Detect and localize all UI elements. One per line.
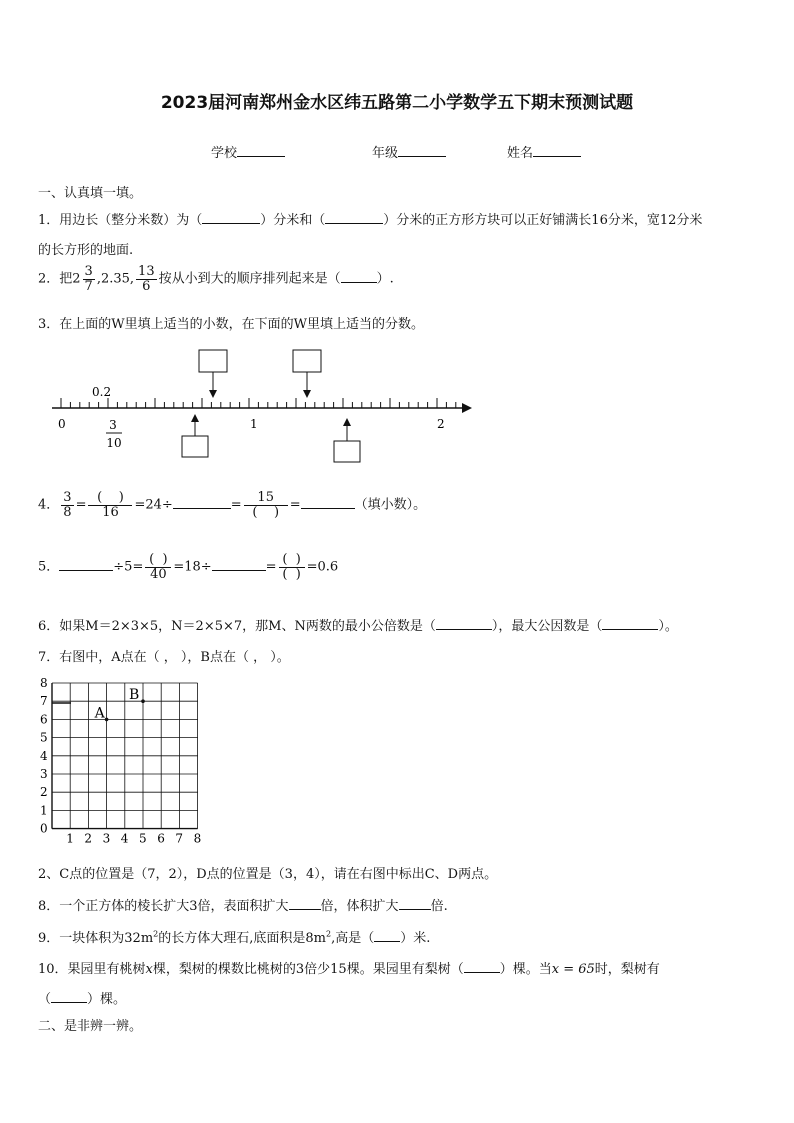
grid-y-label: 7 xyxy=(40,694,48,709)
question-8 xyxy=(38,895,448,914)
q10-text-c: ）棵。当 xyxy=(499,962,552,977)
q10-text-a: 10．果园里有桃树 xyxy=(38,962,146,977)
grid-x-label: 2 xyxy=(84,831,93,846)
coordinate-grid-figure xyxy=(38,674,210,850)
q5-blank-numerator-2[interactable]: ( ) xyxy=(279,553,305,568)
school-field xyxy=(211,142,285,161)
q5-num: 5． xyxy=(38,559,60,575)
question-5 xyxy=(38,553,338,581)
q8-text-b: 倍，体积扩大 xyxy=(320,899,399,914)
number-line-figure xyxy=(40,340,480,470)
q2-fraction-2: $\frac{13}{6}$ xyxy=(138,264,155,294)
arrowhead-bottom-2 xyxy=(343,418,351,426)
question-10 xyxy=(38,958,660,977)
q10-blank-1[interactable] xyxy=(464,972,500,973)
q8-blank-1[interactable] xyxy=(289,909,321,910)
q5-fraction-1: $\frac{( )}{40}$ xyxy=(145,553,171,581)
q1-continued: 的长方形的地面. xyxy=(38,243,134,258)
grid-lines xyxy=(52,683,198,829)
arrowhead-bottom-1 xyxy=(191,414,199,422)
grade-field xyxy=(372,142,446,161)
q10-condition: x = 65 xyxy=(551,962,595,977)
answer-box-bottom-2[interactable] xyxy=(334,441,360,462)
label-1: 1 xyxy=(250,417,258,431)
q4-blank-divisor[interactable] xyxy=(173,508,231,509)
q4-eq-3: = xyxy=(289,497,301,513)
q9-text-d: ）米. xyxy=(400,931,431,946)
q4-eq-2: = xyxy=(230,497,242,513)
grid-y-label: 5 xyxy=(40,730,48,745)
grid-y-label: 4 xyxy=(40,748,48,763)
arrowhead-top-1 xyxy=(209,390,217,398)
q8-text-a: 8．一个正方体的棱长扩大3倍，表面积扩大 xyxy=(38,899,289,914)
q6-blank-1[interactable] xyxy=(436,629,492,630)
q6-blank-2[interactable] xyxy=(602,629,658,630)
label-0: 0 xyxy=(58,417,66,431)
question-9 xyxy=(38,927,430,946)
q5-div5: ÷5= xyxy=(113,559,144,575)
label-2: 2 xyxy=(437,417,445,431)
answer-box-top-2[interactable] xyxy=(293,350,321,372)
q6-text-a: 6．如果M＝2×3×5，N＝2×5×7，那M、N两数的最小公倍数是（ xyxy=(38,619,436,634)
grid-x-label: 1 xyxy=(66,831,74,846)
q1-blank-1[interactable] xyxy=(202,223,260,224)
q10-text-f: （ xyxy=(38,992,52,1007)
answer-box-bottom-1[interactable] xyxy=(182,436,208,457)
question-10-continued xyxy=(38,988,126,1007)
question-6 xyxy=(38,615,678,634)
grid-x-label: 5 xyxy=(139,831,147,846)
q9-text-c: ,高是（ xyxy=(331,931,375,946)
arrowhead-top-2 xyxy=(303,390,311,398)
q4-fraction-3: $\frac{15}{( )}$ xyxy=(244,491,288,519)
name-blank[interactable] xyxy=(533,156,581,157)
grid-y-label: 1 xyxy=(40,803,48,818)
question-7-part-2: 2、C点的位置是（7，2），D点的位置是（3，4），请在右图中标出C、D两点。 xyxy=(38,867,498,882)
q10-text-g: ）棵。 xyxy=(87,992,127,1007)
q9-blank[interactable] xyxy=(374,941,400,942)
grid-y-label: 2 xyxy=(40,785,48,800)
q4-blank-numerator[interactable]: ( ) xyxy=(88,491,132,506)
name-field xyxy=(507,142,581,161)
question-7: 7．右图中，A点在（ ， ），B点在（ ， ）。 xyxy=(38,650,290,665)
point-b-label: B xyxy=(129,687,140,704)
q5-blank-numerator-1[interactable]: ( ) xyxy=(145,553,171,568)
section2-heading: 二、是非辨一辨。 xyxy=(38,1019,143,1034)
q4-fraction-1: $\frac{3}{8}$ xyxy=(63,490,72,520)
answer-box-top-1[interactable] xyxy=(199,350,227,372)
grid-x-label: 3 xyxy=(102,831,111,846)
q10-var-x: x xyxy=(145,962,153,977)
q4-blank-denominator[interactable]: ( ) xyxy=(252,504,280,520)
question-3: 3．在上面的W里填上适当的小数，在下面的W里填上适当的分数。 xyxy=(38,317,424,332)
grid-y-label: 8 xyxy=(40,676,48,690)
label-0-2: 0.2 xyxy=(92,385,112,399)
grid-x-label: 7 xyxy=(175,831,184,846)
grid-x-label: 4 xyxy=(120,831,129,846)
label-frac-num: 3 xyxy=(109,418,117,432)
grid-y-label: 6 xyxy=(40,712,48,727)
grid-y-labels xyxy=(40,676,48,836)
school-blank[interactable] xyxy=(237,156,285,157)
q5-eq18: =18÷ xyxy=(173,559,212,575)
q9-sup-2: 2 xyxy=(325,929,332,939)
q5-blank-denominator-2[interactable]: ( ) xyxy=(282,566,301,582)
q10-text-b: 棵，梨树的棵数比桃树的3倍少15棵。果园里有梨树（ xyxy=(152,962,464,977)
q2-text-e: ）. xyxy=(376,271,394,287)
q2-fraction-1: $\frac{3}{7}$ xyxy=(84,264,93,294)
q4-num: 4． xyxy=(38,497,60,513)
q9-sup-1: 2 xyxy=(153,929,159,939)
q6-text-c: ）。 xyxy=(658,619,678,634)
grid-x-labels xyxy=(66,832,201,846)
q10-blank-2[interactable] xyxy=(51,1002,87,1003)
q8-blank-2[interactable] xyxy=(399,909,431,910)
q6-text-b: ），最大公因数是（ xyxy=(491,619,603,634)
q8-text-c: 倍. xyxy=(430,899,448,914)
section1-heading: 一、认真填一填。 xyxy=(38,186,143,201)
grade-label: 年级 xyxy=(372,146,399,161)
point-a xyxy=(105,718,109,722)
number-line-arrowhead xyxy=(462,403,472,413)
q10-text-e: 时，梨树有 xyxy=(594,962,660,977)
q1-text-c: ）分米的正方形方块可以正好铺满长16分米，宽12分米 xyxy=(383,213,703,228)
q5-blank-2[interactable] xyxy=(212,570,266,571)
q5-fraction-2 xyxy=(279,553,305,581)
grid-x-label: 8 xyxy=(193,831,202,846)
q5-tail: =0.6 xyxy=(306,559,339,575)
q9-text-a: 9．一块体积为32m xyxy=(38,931,154,946)
question-1 xyxy=(38,209,702,228)
q2-text-a: 2．把2 xyxy=(38,271,81,287)
q1-text-b: ）分米和（ xyxy=(260,213,326,228)
q2-text-b: ,2.35, xyxy=(96,271,135,287)
question-4 xyxy=(38,491,426,519)
q5-blank-1[interactable] xyxy=(59,570,113,571)
name-label: 姓名 xyxy=(507,146,534,161)
q4-eq-1: = xyxy=(75,497,87,513)
grid-y-label: 0 xyxy=(40,821,48,836)
q4-tail: （填小数）。 xyxy=(354,497,427,513)
point-a-label: A xyxy=(94,705,105,722)
q4-mid: =24÷ xyxy=(134,497,173,513)
school-label: 学校 xyxy=(211,146,238,161)
grid-x-label: 6 xyxy=(157,831,165,846)
q2-text-c: 按从小到大的顺序排列起来是（ xyxy=(158,271,341,287)
grid-y-label: 3 xyxy=(40,767,48,781)
q2-blank[interactable] xyxy=(341,282,377,283)
question-2 xyxy=(38,265,394,293)
q4-fraction-2: $\frac{( )}{16}$ xyxy=(88,491,132,519)
point-b xyxy=(141,699,145,703)
q1-text-a: 1．用边长（整分米数）为（ xyxy=(38,213,203,228)
number-line-ticks xyxy=(61,398,456,408)
q9-text-b: 的长方体大理石,底面积是8m xyxy=(158,931,326,946)
q4-blank-decimal[interactable] xyxy=(301,508,355,509)
q1-blank-2[interactable] xyxy=(325,223,383,224)
grade-blank[interactable] xyxy=(398,156,446,157)
page-title: 2023届河南郑州金水区纬五路第二小学数学五下期末预测试题 xyxy=(160,93,634,113)
q5-eq: = xyxy=(265,559,277,575)
label-frac-den: 10 xyxy=(106,436,122,450)
